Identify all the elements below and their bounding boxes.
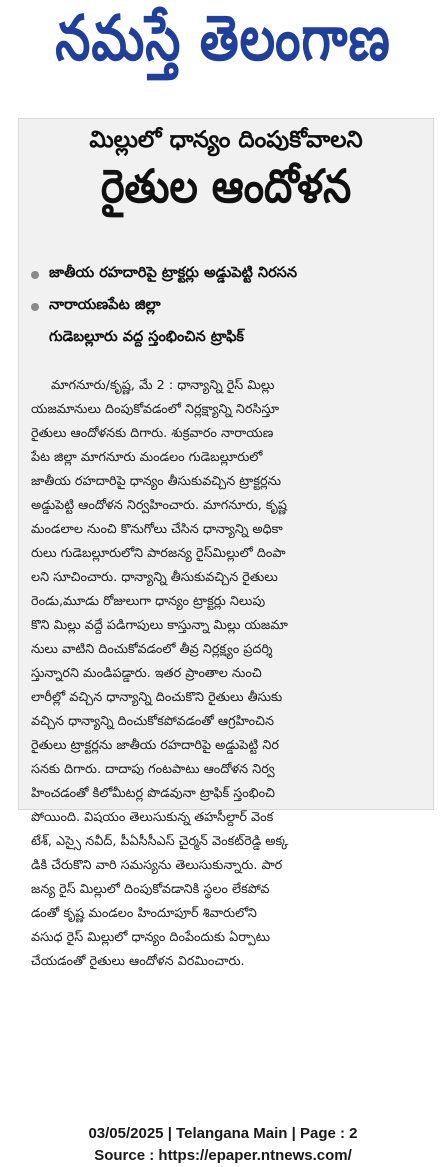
article-body-line: హించడంతో కిలోమీటర్ల పొడవునా ట్రాఫిక్ స్తంభించి — [31, 786, 275, 801]
article-body-line: డంతో కృష్ణ మండలం హిందూపూర్ శివారులోని — [31, 906, 257, 921]
highlight-text: జాతీయ రహదారిపై ట్రాక్టర్లు అడ్డుపెట్టి నిరసన — [49, 265, 298, 281]
article-body-line: మాగనూరు/కృష్ణ, మే 2 : ధాన్యాన్ని రైస్ మిల్లు — [51, 378, 275, 393]
article-body-line: రైతులు ట్రాక్టర్లను జాతీయ రహదారిపై అడ్డుపెట్టి నిర — [31, 738, 279, 753]
article-body-line: లారీల్లో వచ్చిన ధాన్యాన్ని దించుకొని రైతులు తీసుకు — [31, 690, 283, 705]
article-body-line: టేశ్, ఎస్సై నవీద్, పీఏసీసీఎస్ చైర్మన్ వెంకట్‌రెడ్డి అక్క — [31, 834, 289, 849]
article-body-line: అడ్డుపెట్టి ఆందోళన నిర్వహించారు. మాగనూరు, కృష్ణ — [31, 498, 287, 513]
highlight-item — [29, 259, 425, 291]
article-body-line: లని సూచించారు. ధాన్యాన్ని తీసుకువచ్చిన రైతులు — [31, 570, 278, 585]
article-kicker: మిల్లులో ధాన్యం దింపుకోవాలని — [89, 127, 363, 153]
masthead — [0, 0, 446, 92]
article-body-line: డికి చేరుకొని వారి సమస్యను తెలుసుకున్నారు. పార — [31, 858, 283, 873]
bullet-icon — [31, 271, 39, 279]
article-body-line: నులు వాటిని దించుకోవడంలో తీవ్ర నిర్లక్ష్యం ప్రదర్శి — [31, 642, 273, 657]
article-body-line: రెండు,మూడు రోజులుగా ధాన్యం ట్రాక్టర్లు నిలుపు — [31, 594, 266, 609]
article-body-line: సనకు దిగారు. దాదాపు గంటపాటు ఆందోళన నిర్వ — [31, 762, 275, 777]
article-body-line: వచ్చిన ధాన్యాన్ని దించుకోకపోవడంతో ఆగ్రహించిన — [31, 714, 274, 729]
highlight-text: గుడెబల్లూరు వద్ద స్తంభించిన ట్రాఫిక్ — [49, 329, 244, 345]
article-body-line: వసుధ రైస్ మిల్లులో ధాన్యం దింపేందుకు ఏర్పాటు — [31, 930, 271, 945]
article-body-line: జన్య రైస్ మిల్లులో దింపుకోవడానికి స్థలం లేకపోవ — [31, 882, 270, 897]
article-body — [31, 374, 425, 974]
article-body-line: పేట జిల్లా మాగనూరు మండలం గుడెబల్లూరులో — [31, 450, 263, 465]
masthead-title: నమస్తే తెలంగాణ — [55, 1, 391, 75]
highlight-text: నారాయణపేట జిల్లా — [49, 297, 161, 313]
article-body-line: చేయడంతో రైతులు ఆందోళన విరమించారు. — [31, 954, 245, 969]
article-body-line: స్తున్నారని మండిపడ్డారు. ఇతర ప్రాంతాల నుంచి — [31, 666, 262, 681]
article-body-line: మండలాల నుంచి కొనుగోలు చేసిన ధాన్యాన్ని అధికా — [31, 522, 283, 537]
news-clipping — [18, 118, 434, 969]
highlight-item — [29, 323, 425, 355]
article-body-line: పోయింది. విషయం తెలుసుకున్న తహసీల్దార్ వెంక — [31, 810, 274, 825]
bullet-icon — [31, 303, 39, 311]
article-body-line: రులు గుడెబల్లూరులోని పారజన్య రైస్‌మిల్లులో దింపా — [31, 546, 286, 561]
footer-publication-info: 03/05/2025 | Telangana Main | Page : 2 — [88, 1125, 358, 1142]
article-body-line: జాతీయ రహదారిపై ధాన్యం తీసుకువచ్చిన ట్రాక్టర్లను — [31, 474, 282, 489]
article-highlights — [29, 259, 425, 355]
footer-source: Source : https://epaper.ntnews.com/ — [94, 1147, 352, 1164]
highlight-item — [29, 291, 425, 323]
article-body-line: యజమానులు దింపుకోవడంలో నిర్లక్ష్యాన్ని నిరసిస్తూ — [31, 402, 280, 417]
article-headline: రైతుల ఆందోళన — [100, 160, 352, 214]
article-body-line: రైతులు ఆందోళనకు దిగారు. శుక్రవారం నారాయణ — [31, 426, 274, 441]
article-body-line: కొని మిల్లు వద్దే పడిగాపులు కాస్తున్నా మిల్లు యజమా — [31, 618, 288, 633]
